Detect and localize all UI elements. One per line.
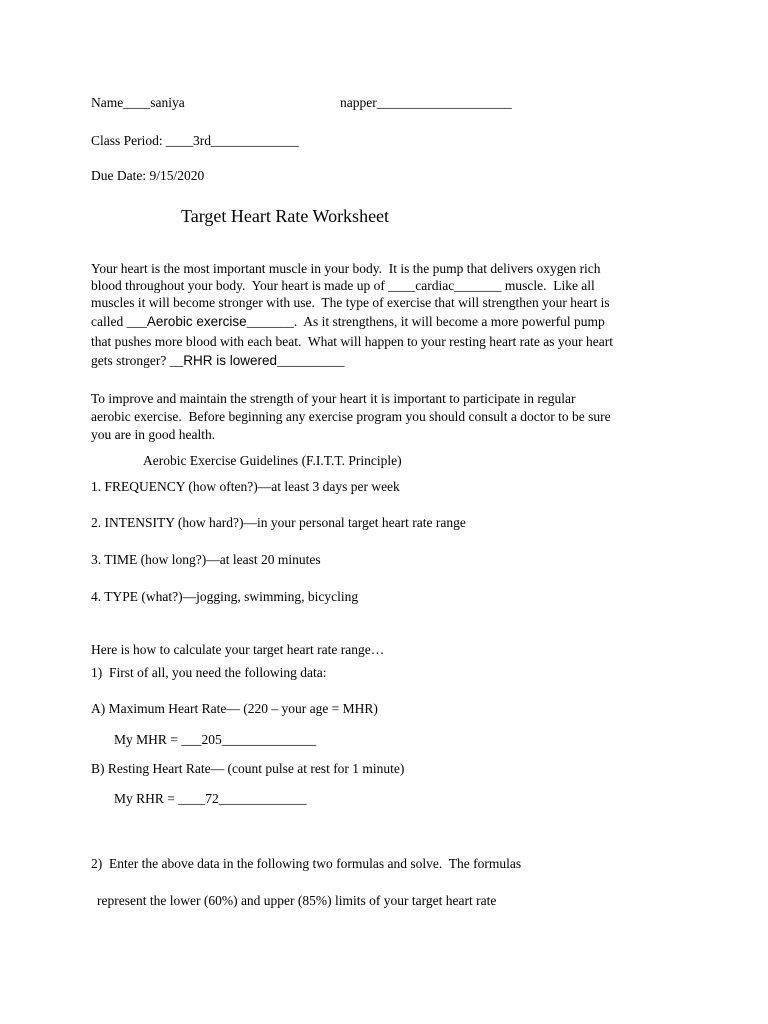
- intro-line-6-start: gets stronger?: [91, 353, 170, 368]
- calc-step-2: 2) Enter the above data in the following two formulas and solve. The formulas: [91, 856, 522, 871]
- name-label: Name: [91, 95, 124, 110]
- name-line: [91, 94, 185, 111]
- intro-line-2-text: blood throughout your body. Your heart is made up of: [91, 278, 389, 293]
- name-blank: ____: [123, 95, 151, 110]
- muscle-blank: ____: [388, 278, 416, 293]
- calc-intro: Here is how to calculate your target heart rate range…: [91, 642, 385, 657]
- exercise-blank: ___: [126, 314, 147, 329]
- muscle-blank-end: _______ muscle. Like all: [454, 278, 595, 293]
- my-rhr-label: My RHR =: [114, 791, 179, 806]
- rhr-blank: __: [169, 353, 184, 368]
- my-mhr-blank-end: ______________: [221, 732, 317, 747]
- rhr-blank-end: __________: [277, 353, 345, 368]
- page-title: Target Heart Rate Worksheet: [181, 206, 390, 226]
- class-period-label: Class Period:: [91, 133, 167, 148]
- calc-step-2-cont: represent the lower (60%) and upper (85%) limits of your target heart rate: [97, 893, 497, 908]
- intro-line-4: [91, 313, 605, 330]
- guideline-frequency: 1. FREQUENCY (how often?)—at least 3 days per week: [91, 479, 400, 494]
- guideline-type: 4. TYPE (what?)—jogging, swimming, bicycling: [91, 589, 359, 604]
- due-date-line: [91, 167, 204, 184]
- intro-line-1: Your heart is the most important muscle in your body. It is the pump that delivers oxygen rich: [91, 261, 601, 276]
- my-mhr-line: [114, 731, 316, 748]
- my-rhr-blank-end: _____________: [218, 791, 307, 806]
- my-rhr-blank: ____: [178, 791, 206, 806]
- maintain-line-2: aerobic exercise. Before beginning any exercise program you should consult a doctor to be sure: [91, 409, 611, 424]
- class-period-blank: ____: [166, 133, 194, 148]
- last-name-label: napper: [340, 95, 377, 110]
- guideline-time: 3. TIME (how long?)—at least 20 minutes: [91, 552, 321, 567]
- mhr-label: A) Maximum Heart Rate— (220 – your age = MHR): [91, 701, 378, 716]
- last-name-line: [340, 94, 512, 111]
- my-rhr-line: [114, 790, 307, 807]
- my-mhr-value: 205: [201, 732, 222, 747]
- rhr-label: B) Resting Heart Rate— (count pulse at rest for 1 minute): [91, 761, 405, 776]
- due-date-label: Due Date:: [91, 168, 150, 183]
- guideline-intensity: 2. INTENSITY (how hard?)—in your personal target heart rate range: [91, 515, 466, 530]
- exercise-answer: Aerobic exercise: [146, 314, 247, 329]
- class-period-blank-end: _____________: [211, 133, 299, 148]
- muscle-answer: cardiac: [415, 278, 455, 293]
- intro-line-6: [91, 352, 345, 369]
- calc-step-1: 1) First of all, you need the following data:: [91, 665, 327, 680]
- class-period-line: [91, 132, 299, 149]
- class-period-value: 3rd: [193, 133, 212, 148]
- name-value: saniya: [150, 95, 185, 110]
- intro-line-4-start: called: [91, 314, 127, 329]
- intro-line-5: that pushes more blood with each beat. What will happen to your resting heart rate as your heart: [91, 334, 613, 349]
- maintain-line-1: To improve and maintain the strength of your heart it is important to participate in regular: [91, 391, 576, 406]
- guidelines-heading: Aerobic Exercise Guidelines (F.I.T.T. Principle): [143, 453, 402, 468]
- maintain-line-3: you are in good health.: [91, 427, 216, 442]
- my-mhr-label: My MHR =: [114, 732, 182, 747]
- due-date-value: 9/15/2020: [149, 168, 205, 183]
- exercise-blank-end: _______.: [246, 314, 298, 329]
- intro-line-2: [91, 277, 595, 294]
- my-mhr-blank: ___: [181, 732, 202, 747]
- last-name-blank: ____________________: [376, 95, 512, 110]
- my-rhr-value: 72: [205, 791, 219, 806]
- intro-line-3: muscles it will become stronger with use. The type of exercise that will strengthen your heart is: [91, 295, 610, 310]
- rhr-answer: RHR is lowered: [183, 353, 278, 368]
- intro-line-4-end: As it strengthens, it will become a more powerful pump: [297, 314, 605, 329]
